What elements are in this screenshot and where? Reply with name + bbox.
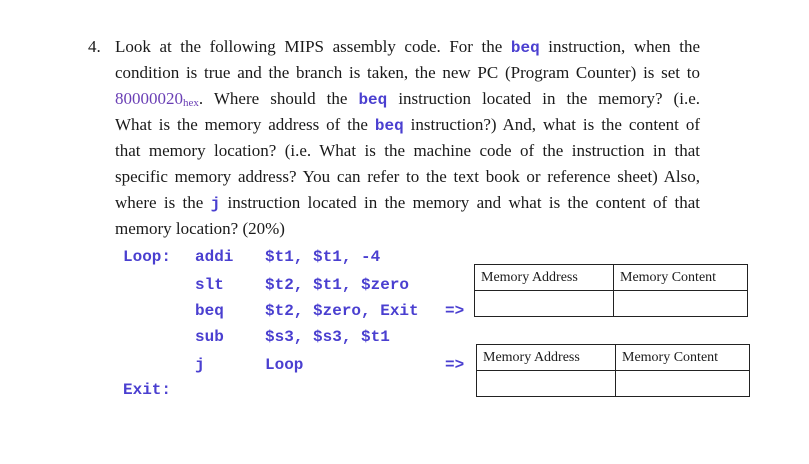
beq-content-cell[interactable] [614, 291, 748, 317]
question-text-run: instruction?) And, what is the content of [403, 115, 700, 134]
beq-address-cell[interactable] [475, 291, 614, 317]
question-line [115, 112, 700, 138]
instr-args-beq: $t2, $zero, Exit [265, 302, 419, 320]
question-block [88, 34, 700, 242]
question-text-run: . Where should the [198, 89, 359, 108]
j-content-cell[interactable] [616, 371, 750, 397]
arrow-j: => [445, 356, 465, 374]
question-text-run: that memory location? (i.e. What is the machine code of the instruction in that [115, 141, 700, 160]
instr-op-slt: slt [195, 276, 224, 294]
question-text-run: where is the [115, 193, 211, 212]
question-text-run: instruction located in the memory and what is the content of that [220, 193, 700, 212]
question-text-run: Look at the following MIPS assembly code. For the [115, 37, 511, 56]
instr-args-addi: $t1, $t1, -4 [265, 248, 381, 266]
table-header-content: Memory Content [614, 265, 748, 291]
j-memory-table [476, 344, 750, 397]
question-line [115, 60, 700, 86]
loop-label: Loop: [123, 248, 172, 266]
question-text [115, 34, 700, 242]
hex-subscript: hex [183, 97, 199, 109]
instr-args-sub: $s3, $s3, $t1 [265, 328, 390, 346]
instr-op-j: j [195, 356, 205, 374]
question-number: 4. [88, 37, 101, 56]
exit-label: Exit: [123, 381, 172, 399]
question-text-run: condition is true and the branch is taken, the new PC (Program Counter) is set to [115, 63, 700, 82]
inline-code-beq: beq [510, 39, 540, 57]
inline-code-j: j [210, 195, 221, 213]
j-address-cell[interactable] [477, 371, 616, 397]
arrow-beq: => [445, 302, 465, 320]
question-line [115, 164, 700, 190]
question-line [115, 34, 700, 60]
question-text-run: What is the memory address of the [115, 115, 375, 134]
inline-code-beq: beq [358, 91, 388, 109]
instr-op-addi: addi [195, 248, 234, 266]
table-header-address: Memory Address [477, 345, 616, 371]
question-line [115, 216, 700, 242]
instr-op-sub: sub [195, 328, 224, 346]
inline-code-beq: beq [374, 117, 404, 135]
cut-off-previous-line [0, 0, 809, 6]
table-header-content: Memory Content [616, 345, 750, 371]
question-text-run: instruction located in the memory? (i.e. [387, 89, 700, 108]
question-text-run: specific memory address? You can refer to the text book or reference sheet) Also, [115, 167, 700, 186]
instr-args-slt: $t2, $t1, $zero [265, 276, 410, 294]
beq-memory-table [474, 264, 748, 317]
question-text-run: instruction, when the [539, 37, 700, 56]
question-line [115, 190, 700, 216]
instr-op-beq: beq [195, 302, 224, 320]
table-header-address: Memory Address [475, 265, 614, 291]
instr-args-j: Loop [265, 356, 304, 374]
question-text-run: memory location? (20%) [115, 219, 285, 238]
question-line [115, 138, 700, 164]
pc-hex-value: 80000020 [115, 89, 183, 108]
question-line [115, 86, 700, 112]
